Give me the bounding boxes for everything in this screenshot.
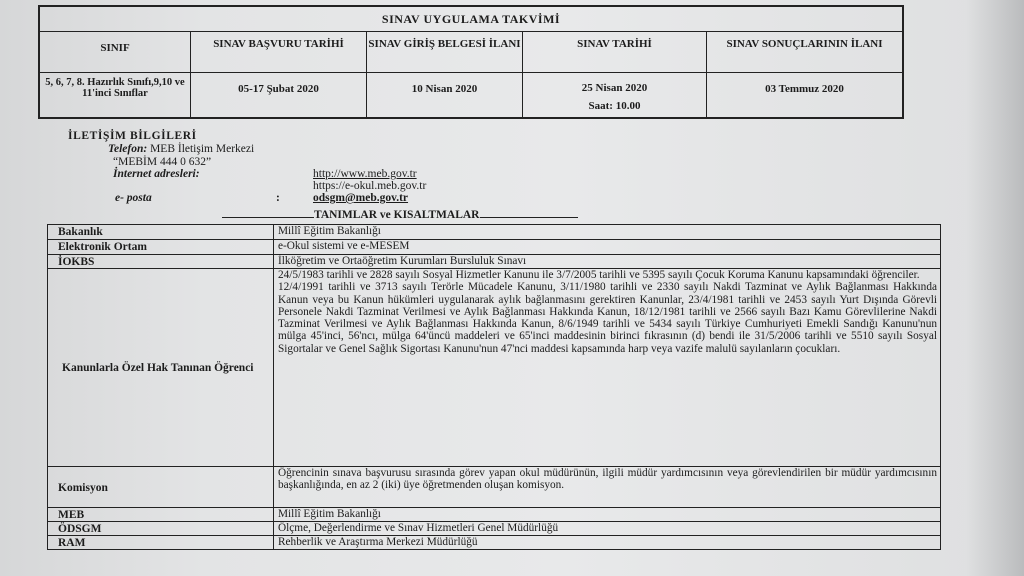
- definition-desc: [274, 269, 940, 466]
- definition-desc: Ölçme, Değerlendirme ve Sınav Hizmetleri Genel Müdürlüğü: [278, 522, 559, 534]
- definition-desc: e-Okul sistemi ve e-MESEM: [278, 240, 410, 252]
- definition-desc: Millî Eğitim Bakanlığı: [278, 225, 381, 237]
- definition-term: RAM: [48, 536, 274, 549]
- email-label: e- posta: [115, 192, 152, 204]
- website-link-eokul[interactable]: https://e-okul.meb.gov.tr: [313, 180, 427, 192]
- definition-desc: İlköğretim ve Ortaöğretim Kurumları Bursluluk Sınavı: [278, 255, 527, 267]
- definition-desc: Öğrencinin sınava başvurusu sırasında görev yapan okul müdürünün, ilgili müdür yardımcısının veya görevlendirilen bir müdür yardımcısının başkanlığında, en az 2 (iki) üye öğretmenden oluşan komisyon.: [278, 467, 937, 492]
- definition-term: Komisyon: [48, 467, 274, 507]
- phone-row: [108, 143, 254, 155]
- cell-exam-date: [523, 73, 707, 119]
- phone-label: Telefon:: [108, 143, 148, 155]
- definition-term: Bakanlık: [48, 225, 274, 239]
- phone-number: “MEBİM 444 0 632”: [113, 156, 212, 168]
- header-results: SINAV SONUÇLARININ İLANI: [726, 38, 883, 50]
- definition-desc: Millî Eğitim Bakanlığı: [278, 508, 381, 520]
- website-link-meb[interactable]: http://www.meb.gov.tr: [313, 168, 417, 180]
- exam-date-value: 25 Nisan 2020: [581, 82, 648, 94]
- definition-row: [48, 508, 940, 522]
- header-grade: SINIF: [40, 32, 191, 72]
- email-link[interactable]: odsgm@meb.gov.tr: [313, 192, 409, 204]
- definition-paragraph: 12/4/1991 tarihli ve 3713 sayılı Terörle Mücadele Kanunu, 3/11/1980 tarihli ve 2330 sayılı Nakdi Tazminat ve Aylık Bağlanması Hakkında Kanun veya bu Kanun hükümleri uygulanarak aylık bağlanmasını gerektiren Kanunlar, 23/4/1981 tarihli ve 2453 sayılı Yurt Dışında Görevli Personele Nakdi Tazminat Verilmesi ve Aylık Bağlanması Hakkında Kanun, 18/12/1981 tarihli ve 2566 sayılı Bazı Kamu Görevlilerine Nakdi Tazminat Verilmesi ve Aylık Bağlanması Hakkında Kanun, 8/6/1949 tarihli ve 5434 sayılı Türkiye Cumhuriyeti Emekli Sandığı Kanunu'nun mülga 45'inci, 56'ncı, mülga 64'üncü maddeleri ve 65'inci maddesinin birinci fıkrasının (d) bendi ile 31/5/2006 tarihli ve 5510 sayılı Sosyal Sigortalar ve Genel Sağlık Sigortası Kanunu'nun 47'nci maddesi kapsamında harp veya vazife malulü sayılanların çocukları.: [278, 281, 937, 355]
- schedule-data-row: [40, 73, 902, 119]
- cell-entry-document-date: 10 Nisan 2020: [367, 73, 523, 119]
- definition-row: [48, 269, 940, 467]
- exam-time-value: Saat: 10.00: [588, 100, 641, 112]
- page-shadow: [966, 0, 1024, 576]
- definition-term: ÖDSGM: [48, 522, 274, 535]
- definition-row: [48, 536, 940, 549]
- heading-rule-left: [222, 208, 314, 218]
- definition-term: İOKBS: [48, 255, 274, 268]
- heading-rule-right: [480, 208, 578, 218]
- definition-row: [48, 467, 940, 508]
- contact-section: [68, 130, 197, 143]
- definition-desc: Rehberlik ve Araştırma Merkezi Müdürlüğü: [278, 536, 478, 548]
- cell-application-date: 05-17 Şubat 2020: [191, 73, 367, 119]
- definition-row: [48, 240, 940, 255]
- cell-grade: 5, 6, 7, 8. Hazırlık Sınıfı,9,10 ve 11'inci Sınıflar: [40, 73, 191, 119]
- contact-heading: İLETİŞİM BİLGİLERİ: [68, 130, 197, 142]
- header-entry-document: SINAV GİRİŞ BELGESİ İLANI: [367, 32, 523, 72]
- definition-row: [48, 522, 940, 536]
- header-exam-date: SINAV TARİHİ: [523, 32, 707, 72]
- web-label: İnternet adresleri:: [113, 168, 200, 180]
- definition-term: Elektronik Ortam: [48, 240, 274, 254]
- definitions-table: [47, 224, 941, 550]
- phone-value: MEB İletişim Merkezi: [150, 143, 255, 155]
- cell-result-date: 03 Temmuz 2020: [765, 83, 844, 95]
- exam-schedule-table: [38, 5, 904, 119]
- definition-paragraph: 24/5/1983 tarihli ve 2828 sayılı Sosyal Hizmetler Kanunu ile 3/7/2005 tarihli ve 5395 sayılı Çocuk Koruma Kanunu kapsamındaki öğrenciler.: [278, 269, 920, 281]
- email-colon: :: [276, 192, 280, 204]
- definitions-title: TANIMLAR ve KISALTMALAR: [314, 209, 480, 221]
- definitions-heading: [222, 208, 742, 221]
- definition-term: Kanunlarla Özel Hak Tanınan Öğrenci: [48, 269, 274, 466]
- definition-row: [48, 255, 940, 269]
- schedule-header-row: [40, 32, 902, 73]
- definition-term: MEB: [48, 508, 274, 521]
- schedule-title: SINAV UYGULAMA TAKVİMİ: [40, 7, 902, 32]
- definition-row: [48, 225, 940, 240]
- header-application-date: SINAV BAŞVURU TARİHİ: [191, 32, 367, 72]
